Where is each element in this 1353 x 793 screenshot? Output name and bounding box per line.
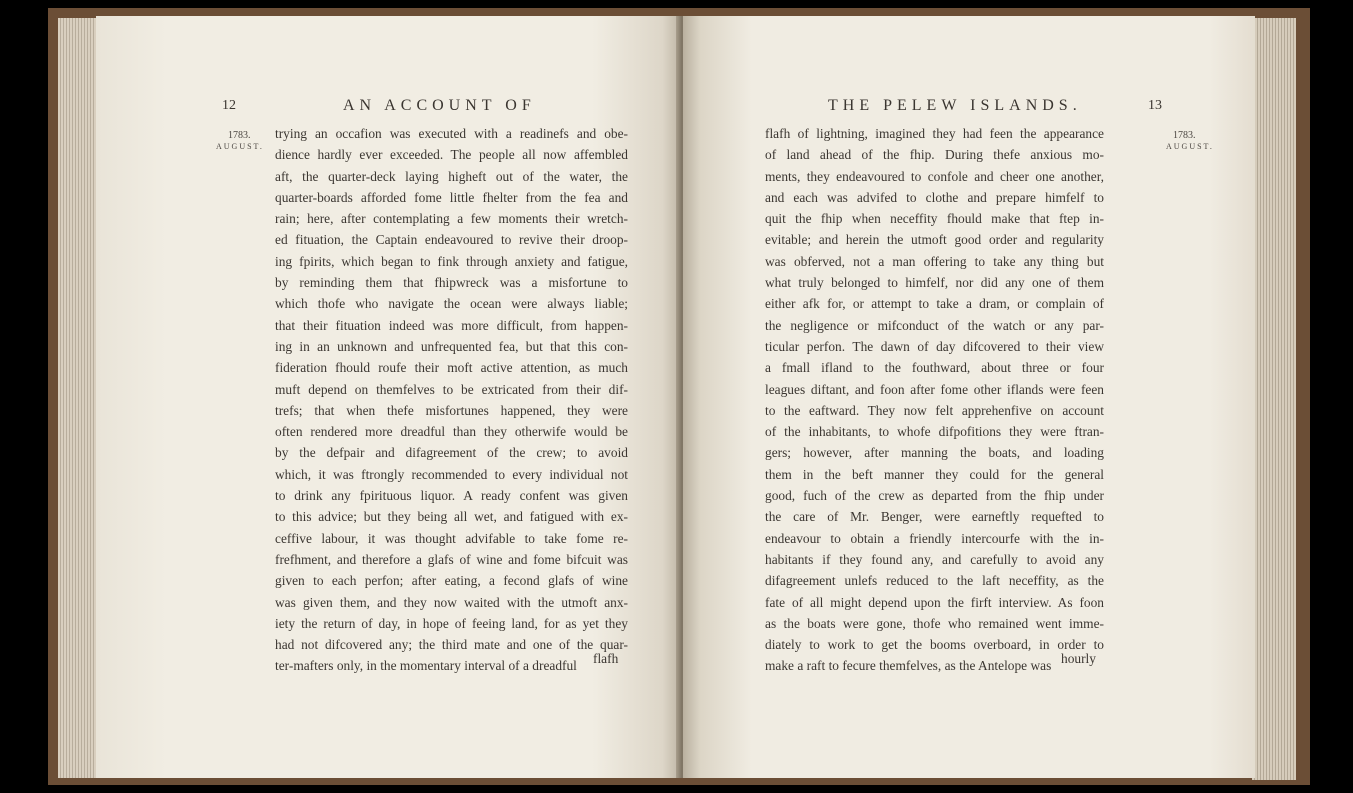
right-text-line: the negligence or mifconduct of the watch or any par- (765, 317, 1104, 333)
right-text-line: was obferved, not a man offering to take any thing but (765, 253, 1104, 269)
right-text-line: diately to work to get the booms overboard, in order to (765, 637, 1104, 653)
right-text-line: gers; however, after manning the boats, and loading (765, 445, 1104, 461)
right-text-line: what truly belonged to himfelf, nor did any one of them (765, 275, 1104, 291)
left-text-line: had not difcovered any; the third mate and one of the quar- (275, 637, 628, 653)
right-text-line: good, fuch of the crew as departed from the fhip under (765, 488, 1104, 504)
left-text-line: trying an occafion was executed with a readinefs and obe- (275, 126, 628, 141)
left-text-line: trefs; that when thefe misfortunes happened, they were (275, 402, 628, 418)
right-text-line: difagreement unlefs reduced to the laft neceffity, as the (765, 573, 1104, 589)
left-text-line: rain; here, after contemplating a few moments their wretch- (275, 211, 628, 227)
left-text-line: ing fpirits, which began to fink through anxiety and fatigue, (275, 253, 628, 269)
left-text-line: by the defpair and difagreement of the crew; to avoid (275, 445, 628, 461)
left-body-text (275, 123, 628, 677)
left-catchword: flafh (593, 651, 619, 666)
left-page-number: 12 (222, 98, 236, 113)
left-text-line: ed fituation, the Captain endeavoured to revive their droop- (275, 232, 628, 248)
left-text-line: ter-mafters only, in the momentary interval of a dreadful (275, 658, 577, 674)
right-margin-year: 1783. (1173, 130, 1196, 141)
left-text-line: ceffive labour, it was thought advifable to take fome re- (275, 530, 628, 546)
left-text-line: ing in an unknown and unfrequented fea, but that this con- (275, 338, 628, 354)
right-catchword: hourly (1061, 651, 1096, 666)
right-text-line: them in the beft manner they could for the general (765, 466, 1104, 482)
right-text-line: quit the fhip when neceffity fhould make that ftep in- (765, 211, 1104, 227)
left-text-line: fideration fhould roufe their moft active attention, as much (275, 360, 628, 376)
right-text-line: and each was advifed to clothe and prepare himfelf to (765, 189, 1104, 205)
right-page-number: 13 (1148, 98, 1162, 113)
left-text-line: quarter-boards afforded fome little fhelter from the fea and (275, 189, 628, 205)
page-edges-right (1252, 18, 1296, 780)
left-text-line: to drink any fpirituous liquor. A ready confent was given (275, 488, 628, 504)
left-text-line: given to each perfon; after eating, a fecond glafs of wine (275, 573, 628, 589)
right-text-line: habitants if they found any, and carefully to avoid any (765, 551, 1104, 567)
right-text-line: either afk for, or attempt to take a dram, or complain of (765, 296, 1104, 312)
right-text-line: endeavour to obtain a friendly intercourfe with the in- (765, 530, 1104, 546)
right-text-line: as the boats were gone, thofe who remained went imme- (765, 615, 1104, 631)
right-text-line: make a raft to fecure themfelves, as the Antelope was (765, 658, 1052, 674)
right-text-line: evitable; and herein the utmoft good order and regularity (765, 232, 1104, 248)
right-margin-month: AUGUST. (1166, 142, 1214, 151)
left-text-line: which thofe who navigate the ocean were always liable; (275, 296, 628, 312)
right-body-text (765, 123, 1104, 677)
right-text-line: flafh of lightning, imagined they had feen the appearance (765, 126, 1104, 141)
right-text-line: the care of Mr. Benger, were earneftly requefted to (765, 509, 1104, 525)
left-running-head: AN ACCOUNT OF (343, 97, 536, 114)
left-text-line: which, it was ftrongly recommended to every individual not (275, 466, 628, 482)
right-running-head: THE PELEW ISLANDS. (828, 97, 1082, 114)
right-text-line: of land ahead of the fhip. During thefe anxious mo- (765, 147, 1104, 163)
left-text-line: that their fituation indeed was more difficult, from happen- (275, 317, 628, 333)
right-text-line: to the eaftward. They now felt apprehenfive on account (765, 402, 1104, 418)
left-text-line: to this advice; but they being all wet, and fatigued with ex- (275, 509, 628, 525)
left-text-line: by reminding them that fhipwreck was a misfortune to (275, 275, 628, 291)
left-margin-month: AUGUST. (216, 142, 264, 151)
left-margin-year: 1783. (228, 130, 251, 141)
left-text-line: was given them, and they now waited with the utmoft anx- (275, 594, 628, 610)
left-text-line: dience hardly ever exceeded. The people all now affembled (275, 147, 628, 163)
page-edges-left (58, 18, 98, 778)
left-text-line: often rendered more dreadful than they otherwife would be (275, 424, 628, 440)
left-text-line: frefhment, and therefore a glafs of wine and fome bifcuit was (275, 551, 628, 567)
right-text-line: fate of all might depend upon the firft interview. As foon (765, 594, 1104, 610)
right-text-line: ments, they endeavoured to confole and cheer one another, (765, 168, 1104, 184)
left-text-line: iety the return of day, in hope of feeing land, for as yet they (275, 615, 628, 631)
right-text-line: of the inhabitants, to whofe difpofitions they were ftran- (765, 424, 1104, 440)
right-text-line: leagues diftant, and foon after fome other iflands were feen (765, 381, 1104, 397)
left-text-line: muft depend on themfelves to be extricated from their dif- (275, 381, 628, 397)
left-text-line: aft, the quarter-deck laying higheft out of the water, the (275, 168, 628, 184)
right-text-line: a fmall ifland to the fouthward, about three or four (765, 360, 1104, 376)
right-text-line: ticular perfon. The dawn of day difcovered to their view (765, 338, 1104, 354)
